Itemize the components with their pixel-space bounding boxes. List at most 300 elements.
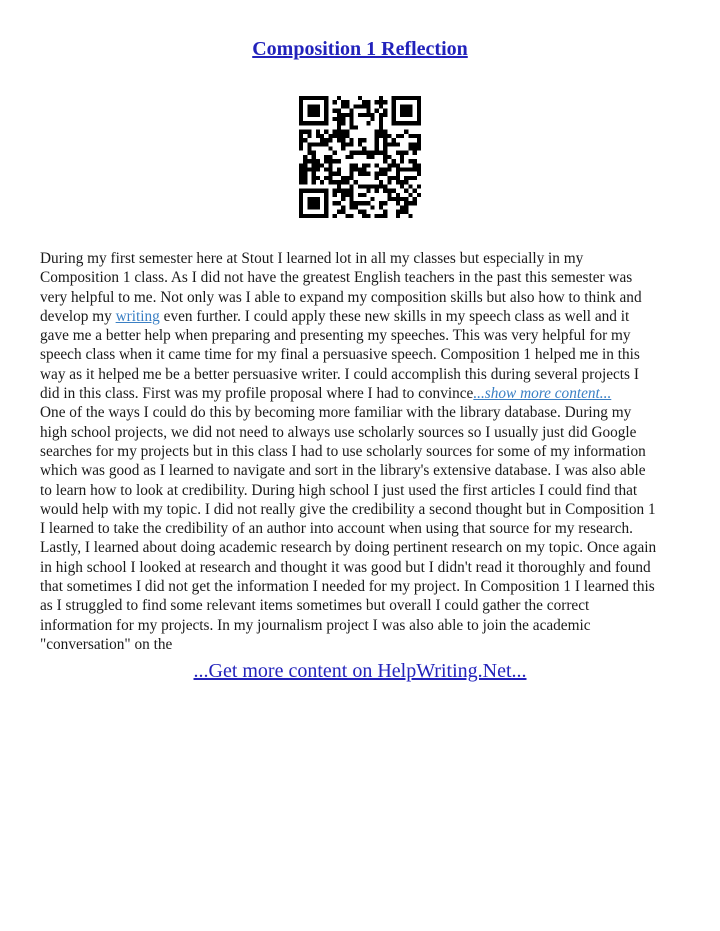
qr-module [404,176,408,180]
qr-module [337,130,341,134]
qr-module [400,197,404,201]
qr-module [337,109,341,113]
qr-module [396,172,400,176]
qr-module [396,176,400,180]
qr-module [349,197,353,201]
qr-module [312,201,316,205]
body-text-fragment: even further. I could apply these new skills in my speech class as well and it [159,307,630,325]
qr-module [379,134,383,138]
qr-module [400,109,404,113]
qr-module [371,184,375,188]
qr-module [396,210,400,214]
qr-module [408,142,412,146]
qr-module [316,176,320,180]
qr-module [299,138,303,142]
qr-module [362,172,366,176]
qr-module [307,109,311,113]
qr-module [358,151,362,155]
qr-module [312,121,316,125]
qr-module [392,159,396,163]
qr-module [413,96,417,100]
qr-module [413,163,417,167]
qr-module [324,214,328,218]
show-more-link[interactable]: ...show more content... [473,385,612,403]
qr-module [312,176,316,180]
qr-module [316,163,320,167]
qr-module [303,163,307,167]
qr-module [299,180,303,184]
qr-module [392,138,396,142]
qr-module [375,189,379,193]
qr-module [371,197,375,201]
qr-module [328,159,332,163]
body-line: searches for my projects but in this class I had to use scholarly sources for some of my information [40,442,646,460]
qr-module [413,142,417,146]
qr-module [349,142,353,146]
qr-module [383,142,387,146]
qr-module [404,205,408,209]
body-line: would help with my topic. I did not really give the credibility a second thought but in Composition 1 [40,500,656,518]
qr-module [299,163,303,167]
qr-module [379,130,383,134]
qr-module [387,155,391,159]
qr-module [396,168,400,172]
qr-module [341,180,345,184]
qr-module [417,117,421,121]
qr-module [341,138,345,142]
body-line: as I struggled to find some relevant items sometimes but overall I could gather the correct [40,597,590,615]
qr-module [337,189,341,193]
qr-module [316,113,320,117]
qr-module [299,189,303,193]
qr-module [383,109,387,113]
qr-module [413,197,417,201]
qr-module [396,96,400,100]
qr-module [337,121,341,125]
qr-module [417,163,421,167]
qr-module [413,134,417,138]
qr-module [299,193,303,197]
qr-module [337,180,341,184]
qr-module [413,168,417,172]
qr-module [404,201,408,205]
qr-module [366,104,370,108]
qr-module [417,138,421,142]
qr-module [375,172,379,176]
qr-module [341,210,345,214]
qr-module [354,125,358,129]
qr-module [316,197,320,201]
qr-module [349,205,353,209]
qr-module [417,100,421,104]
qr-module [400,121,404,125]
qr-module [354,104,358,108]
qr-module [379,201,383,205]
qr-module [312,109,316,113]
qr-module [408,214,412,218]
qr-module [337,96,341,100]
qr-module [387,176,391,180]
body-line: During my first semester here at Stout I learned lot in all my classes but especially in my [40,250,584,267]
qr-module [362,193,366,197]
qr-module [328,172,332,176]
qr-module [417,172,421,176]
qr-module [404,180,408,184]
qr-module [307,121,311,125]
qr-module [392,104,396,108]
qr-module [379,100,383,104]
qr-module [387,180,391,184]
qr-module [417,109,421,113]
qr-module [307,113,311,117]
qr-module [392,96,396,100]
qr-module [324,155,328,159]
qr-module [349,138,353,142]
qr-module [328,163,332,167]
qr-module [303,159,307,163]
qr-module [396,151,400,155]
qr-module [400,205,404,209]
qr-module [371,117,375,121]
qr-module [417,104,421,108]
qr-module [366,172,370,176]
qr-module [383,201,387,205]
qr-module [379,172,383,176]
qr-module [341,113,345,117]
qr-module [349,172,353,176]
get-more-content-link[interactable]: ...Get more content on HelpWriting.Net... [193,660,527,682]
qr-module [299,210,303,214]
body-line: in high school I looked at research and thought it was good but I didn't read it thoroughly and found [40,558,651,576]
qr-module [312,180,316,184]
qr-module [337,125,341,129]
body-text-fragment: develop my [40,307,116,325]
qr-module [328,155,332,159]
qr-module [307,130,311,134]
qr-module [349,163,353,167]
qr-module [307,189,311,193]
qr-module [383,159,387,163]
qr-module [379,117,383,121]
qr-module [396,193,400,197]
qr-module [349,189,353,193]
qr-module [324,210,328,214]
body-line [40,307,680,326]
qr-module [358,210,362,214]
body-line: way as it helped me be a better persuasive writer. I could accomplish this during several projects I [40,365,639,383]
qr-module [320,121,324,125]
qr-module [345,113,349,117]
qr-module [417,134,421,138]
qr-module [375,142,379,146]
qr-module [404,109,408,113]
qr-module [375,100,379,104]
qr-module [324,201,328,205]
qr-module [383,214,387,218]
qr-module [387,163,391,167]
qr-module [366,100,370,104]
qr-module [383,168,387,172]
qr-module [307,134,311,138]
qr-module [320,189,324,193]
qr-module [303,96,307,100]
qr-module [333,117,337,121]
qr-module [328,146,332,150]
qr-module [316,214,320,218]
qr-module [417,142,421,146]
qr-module [408,146,412,150]
qr-module [337,159,341,163]
qr-module [408,121,412,125]
qr-module [400,168,404,172]
qr-module [341,176,345,180]
qr-module [324,138,328,142]
qr-module [408,109,412,113]
qr-module [303,121,307,125]
qr-module [333,109,337,113]
qr-module [417,184,421,188]
qr-module [320,138,324,142]
qr-module [345,100,349,104]
qr-module [312,163,316,167]
qr-module [400,134,404,138]
qr-module [333,193,337,197]
qr-module [379,168,383,172]
qr-module [324,117,328,121]
qr-module [408,159,412,163]
qr-module [408,201,412,205]
qr-module [333,201,337,205]
qr-module [366,155,370,159]
qr-module [337,172,341,176]
qr-module [341,193,345,197]
qr-module [392,113,396,117]
qr-module [316,109,320,113]
qr-module [349,168,353,172]
qr-module [324,104,328,108]
qr-module [387,189,391,193]
qr-module [328,180,332,184]
qr-module [316,130,320,134]
qr-module [366,121,370,125]
qr-module [324,142,328,146]
qr-module [375,146,379,150]
qr-module [375,138,379,142]
qr-module [379,151,383,155]
qr-module [337,134,341,138]
qr-module [392,121,396,125]
qr-module [316,159,320,163]
qr-module [383,155,387,159]
page-title[interactable]: Composition 1 Reflection [252,38,468,60]
qr-module [366,184,370,188]
qr-module [333,100,337,104]
qr-module [417,113,421,117]
qr-module [400,104,404,108]
qr-module [307,201,311,205]
body-line: One of the ways I could do this by becoming more familiar with the library database. During my [40,404,632,422]
qr-module [299,176,303,180]
qr-module [358,184,362,188]
qr-module [312,214,316,218]
qr-module [404,197,408,201]
qr-module [349,109,353,113]
body-line: to learn how to look at credibility. During high school I just used the first articles I could find that [40,481,638,499]
qr-module [345,176,349,180]
qr-module [354,168,358,172]
qr-module [333,189,337,193]
qr-module [362,100,366,104]
body-line: high school projects, we did not need to always use scholarly sources so I usually just did Google [40,423,637,441]
qr-module [408,176,412,180]
qr-module [404,151,408,155]
qr-module [371,151,375,155]
qr-module [299,113,303,117]
qr-module [324,193,328,197]
qr-module [299,214,303,218]
qr-module [324,130,328,134]
qr-module [383,184,387,188]
qr-module [345,214,349,218]
body-line: Lastly, I learned about doing academic research by doing pertinent research on my topic. Once again [40,539,657,557]
qr-module [358,168,362,172]
qr-module [417,121,421,125]
qr-module [320,163,324,167]
qr-module [362,201,366,205]
qr-module [333,180,337,184]
qr-module [303,189,307,193]
qr-module [392,109,396,113]
qr-module [328,134,332,138]
qr-module [404,189,408,193]
qr-module [345,130,349,134]
qr-module [341,146,345,150]
qr-module [349,117,353,121]
qr-module [307,214,311,218]
qr-module [324,113,328,117]
qr-module [312,96,316,100]
qr-module [316,168,320,172]
qr-module [383,210,387,214]
qr-module [303,176,307,180]
body-line [40,384,680,403]
qr-module [316,104,320,108]
qr-module [371,113,375,117]
qr-module [307,142,311,146]
qr-module [358,172,362,176]
qr-module [307,159,311,163]
qr-module [349,193,353,197]
qr-module [392,176,396,180]
qr-module [404,113,408,117]
qr-module [320,180,324,184]
qr-module [349,125,353,129]
qr-module [379,180,383,184]
qr-module [341,117,345,121]
qr-module [379,205,383,209]
qr-module [371,205,375,209]
qr-module [345,193,349,197]
qr-module [345,134,349,138]
qr-module [320,214,324,218]
qr-module [307,146,311,150]
qr-module [358,96,362,100]
qr-module [303,138,307,142]
qr-module [316,121,320,125]
qr-module [307,151,311,155]
qr-module [408,184,412,188]
qr-module [299,205,303,209]
qr-module [341,100,345,104]
qr-module [362,163,366,167]
qr-module [345,189,349,193]
qr-module [383,134,387,138]
qr-module [392,189,396,193]
qr-module [396,134,400,138]
qr-module [303,155,307,159]
qr-module [312,113,316,117]
qr-module [379,214,383,218]
qr-module [383,151,387,155]
qr-module [303,168,307,172]
qr-module [400,151,404,155]
qr-module [383,189,387,193]
qr-module [337,201,341,205]
qr-module [324,121,328,125]
qr-module [400,180,404,184]
qr-module [354,205,358,209]
body-line: which was good as I learned to navigate and sort in the library's extensive database. I was also able [40,462,646,480]
qr-module [320,134,324,138]
qr-module [362,113,366,117]
qr-module [316,205,320,209]
qr-module [383,172,387,176]
qr-module [400,159,404,163]
qr-module [299,197,303,201]
qr-module [349,155,353,159]
body-line: "conversation" on the [40,635,173,653]
qr-module [337,168,341,172]
qr-module [413,189,417,193]
qr-module [413,176,417,180]
body-line: gave me a better help when preparing and presenting my speeches. This was very helpful for my [40,327,631,345]
qr-module [413,159,417,163]
qr-module [316,96,320,100]
qr-module [324,205,328,209]
qr-module [392,117,396,121]
qr-module [299,121,303,125]
qr-module [312,189,316,193]
qr-module [354,151,358,155]
qr-module [375,151,379,155]
qr-module [362,184,366,188]
qr-module [396,201,400,205]
qr-module [404,130,408,134]
qr-module [349,121,353,125]
body-line: that sometimes I did not get the information I needed for my project. In Composition 1 I learned this [40,578,655,596]
qr-module [408,96,412,100]
qr-module [328,138,332,142]
qr-module [404,104,408,108]
qr-module [316,189,320,193]
qr-module [358,104,362,108]
qr-module [303,180,307,184]
qr-module [312,142,316,146]
qr-module [324,168,328,172]
writing-link[interactable]: writing [115,307,160,325]
qr-module [354,163,358,167]
qr-module [387,168,391,172]
